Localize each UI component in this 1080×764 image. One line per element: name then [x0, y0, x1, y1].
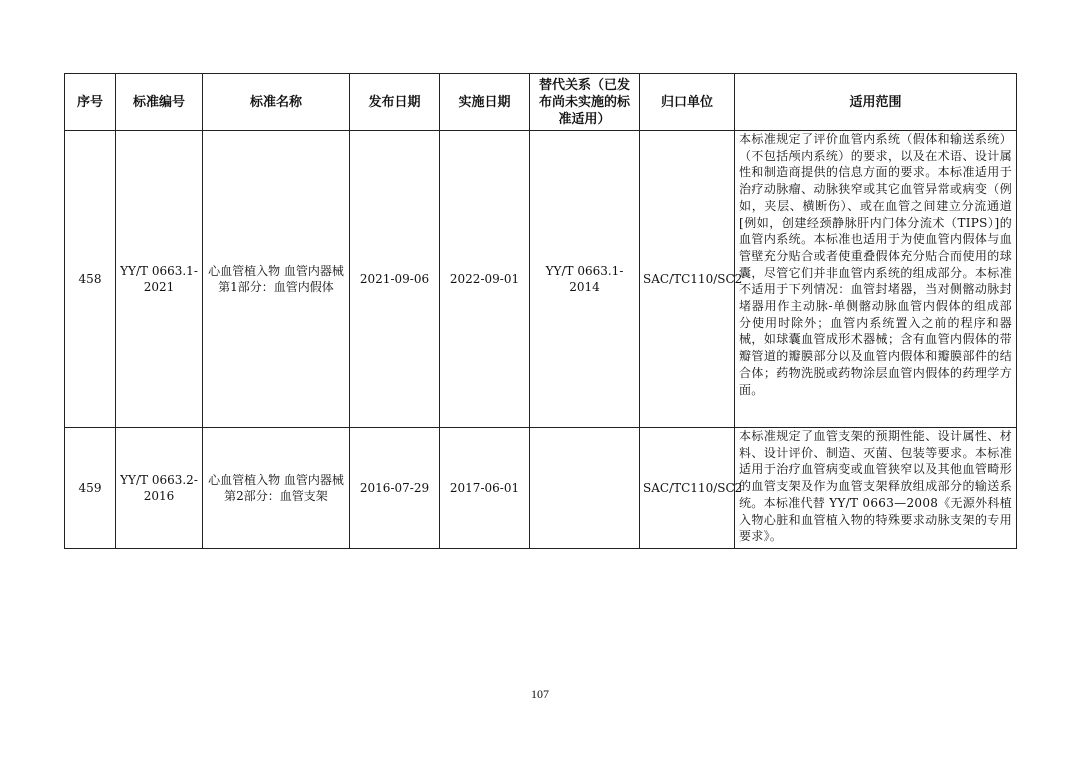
col-header-no: 序号 — [65, 74, 116, 131]
cell-replacement: YY/T 0663.1-2014 — [530, 131, 640, 428]
table-row — [65, 428, 1017, 549]
cell-scope: 本标准规定了血管支架的预期性能、设计属性、材料、设计评价、制造、灭菌、包装等要求。本标准适用于治疗血管病变或血管狭窄以及其他血管畸形的血管支架及作为血管支架释放组成部分的输送系统。本标准代替 YY/T 0663—2008《无源外科植入物心脏和血管植入物的特殊要求动脉支架的专用要求》。 — [735, 428, 1017, 549]
cell-unit: SAC/TC110/SC2 — [640, 131, 735, 428]
cell-scope: 本标准规定了评价血管内系统（假体和输送系统）（不包括颅内系统）的要求，以及在术语、设计属性和制造商提供的信息方面的要求。本标准适用于治疗动脉瘤、动脉狭窄或其它血管异常或病变（例如，夹层、横断伤）、或在血管之间建立分流通道[例如，创建经颈静脉肝内门体分流术（TIPS）]的血管内系统。本标准也适用于为使血管内假体与血管壁充分贴合或者使重叠假体充分贴合而使用的球囊，尽管它们并非血管内系统的组成部分。本标准不适用于下列情况：血管封堵器，当对侧髂动脉封堵器用作主动脉-单侧髂动脉血管内假体的组成部分使用时除外；血管内系统置入之前的程序和器械，如球囊血管成形术器械；含有血管内假体的带瓣管道的瓣膜部分以及血管内假体和瓣膜部件的结合体；药物洗脱或药物涂层血管内假体的药理学方面。 — [735, 131, 1017, 428]
cell-implement-date: 2022-09-01 — [440, 131, 530, 428]
table-row — [65, 131, 1017, 428]
cell-name: 心血管植入物 血管内器械 第1部分：血管内假体 — [203, 131, 350, 428]
col-header-implement-date: 实施日期 — [440, 74, 530, 131]
cell-no: 458 — [65, 131, 116, 428]
standards-table — [64, 73, 1017, 549]
col-header-name: 标准名称 — [203, 74, 350, 131]
col-header-unit: 归口单位 — [640, 74, 735, 131]
cell-publish-date: 2016-07-29 — [350, 428, 440, 549]
page-number: 107 — [531, 687, 549, 701]
cell-replacement — [530, 428, 640, 549]
cell-implement-date: 2017-06-01 — [440, 428, 530, 549]
col-header-code: 标准编号 — [116, 74, 203, 131]
cell-name: 心血管植入物 血管内器械 第2部分：血管支架 — [203, 428, 350, 549]
header-row — [65, 74, 1017, 131]
cell-no: 459 — [65, 428, 116, 549]
cell-code: YY/T 0663.1-2021 — [116, 131, 203, 428]
col-header-scope: 适用范围 — [735, 74, 1017, 131]
cell-code: YY/T 0663.2-2016 — [116, 428, 203, 549]
cell-publish-date: 2021-09-06 — [350, 131, 440, 428]
col-header-publish-date: 发布日期 — [350, 74, 440, 131]
cell-unit: SAC/TC110/SC2 — [640, 428, 735, 549]
col-header-replacement: 替代关系（已发布尚未实施的标准适用） — [530, 74, 640, 131]
